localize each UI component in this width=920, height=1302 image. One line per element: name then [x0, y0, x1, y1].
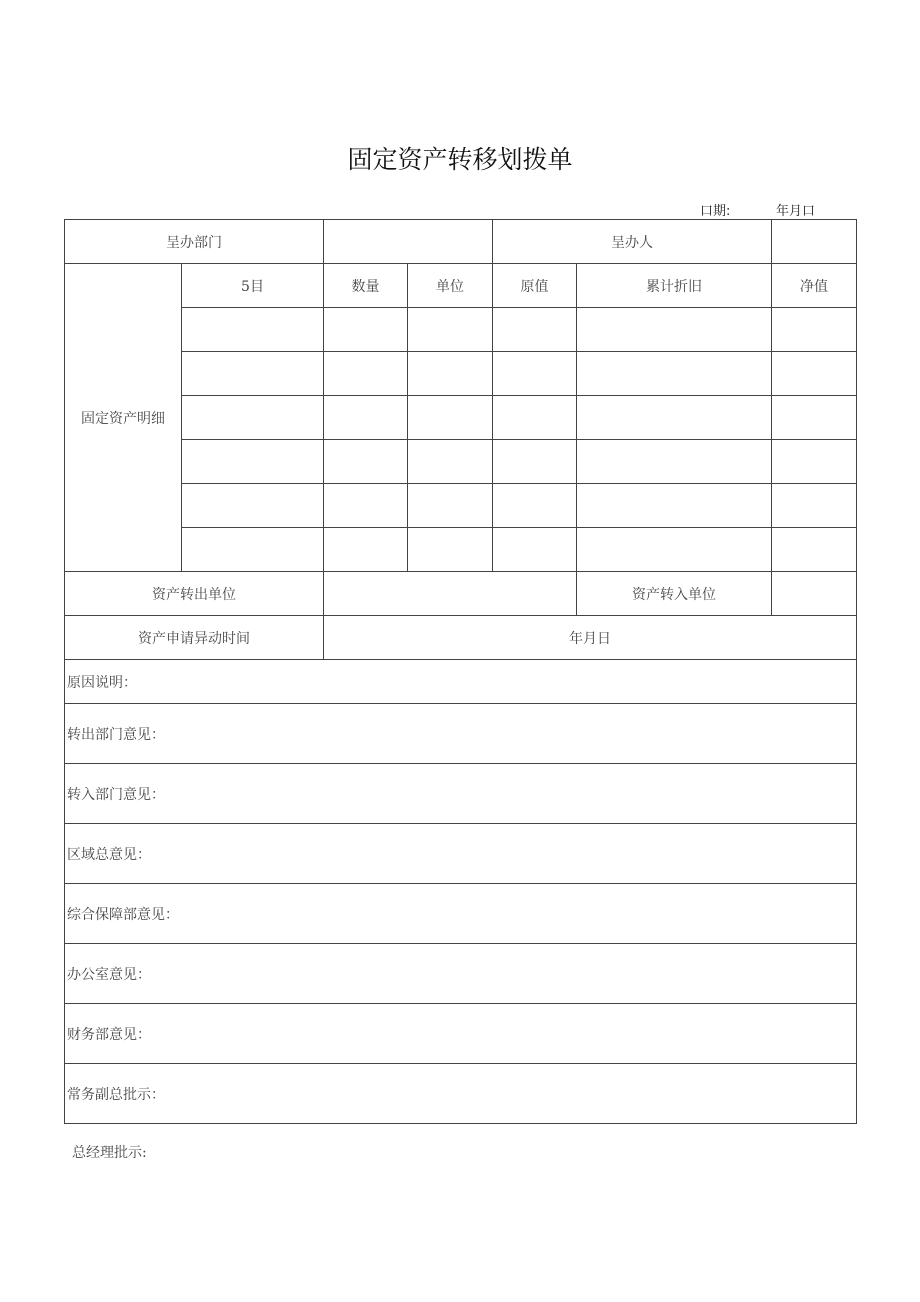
detail-cell[interactable]: [182, 396, 324, 440]
dept-value[interactable]: [324, 220, 493, 264]
detail-cell[interactable]: [493, 308, 577, 352]
col-header-net-value: 净值: [772, 264, 857, 308]
detail-cell[interactable]: [324, 352, 408, 396]
transfer-form-table: [64, 219, 857, 1124]
detail-cell[interactable]: [772, 528, 857, 572]
detail-cell[interactable]: [493, 352, 577, 396]
form-title: 固定资产转移划拨单: [347, 145, 573, 174]
reason-field[interactable]: 原因说明：: [65, 660, 857, 704]
detail-cell[interactable]: [408, 396, 493, 440]
table-row: [65, 308, 857, 352]
detail-cell[interactable]: [324, 484, 408, 528]
opinion-office[interactable]: 办公室意见：: [65, 944, 857, 1004]
change-time-value[interactable]: 年月日: [324, 616, 857, 660]
detail-cell[interactable]: [577, 396, 772, 440]
detail-cell[interactable]: [577, 528, 772, 572]
detail-cell[interactable]: [772, 308, 857, 352]
col-header-quantity: 数量: [324, 264, 408, 308]
opinion-regional-head[interactable]: 区域总意见：: [65, 824, 857, 884]
change-time-label: 资产申请异动时间: [65, 616, 324, 660]
detail-cell[interactable]: [772, 396, 857, 440]
person-label: 呈办人: [493, 220, 772, 264]
person-value[interactable]: [772, 220, 857, 264]
date-value: 年月口: [776, 204, 816, 219]
opinion-transfer-in-dept[interactable]: 转入部门意见：: [65, 764, 857, 824]
col-header-item: 5目: [182, 264, 324, 308]
table-row: [65, 396, 857, 440]
detail-cell[interactable]: [182, 528, 324, 572]
detail-cell[interactable]: [772, 440, 857, 484]
transfer-out-value[interactable]: [324, 572, 577, 616]
transfer-in-label: 资产转入单位: [577, 572, 772, 616]
table-row: [65, 528, 857, 572]
col-header-original-value: 原值: [493, 264, 577, 308]
approval-executive-vp[interactable]: 常务副总批示：: [65, 1064, 857, 1124]
detail-cell[interactable]: [408, 440, 493, 484]
general-manager-approval-label: 总经理批示:: [72, 1145, 147, 1161]
detail-cell[interactable]: [408, 352, 493, 396]
col-header-depreciation: 累计折旧: [577, 264, 772, 308]
dept-label: 呈办部门: [65, 220, 324, 264]
table-row: [65, 484, 857, 528]
detail-cell[interactable]: [408, 484, 493, 528]
detail-cell[interactable]: [493, 484, 577, 528]
detail-cell[interactable]: [493, 396, 577, 440]
table-row: [65, 352, 857, 396]
detail-cell[interactable]: [493, 440, 577, 484]
detail-cell[interactable]: [577, 352, 772, 396]
detail-cell[interactable]: [324, 440, 408, 484]
detail-cell[interactable]: [182, 352, 324, 396]
opinion-finance-dept[interactable]: 财务部意见：: [65, 1004, 857, 1064]
detail-cell[interactable]: [772, 484, 857, 528]
detail-cell[interactable]: [324, 396, 408, 440]
detail-cell[interactable]: [577, 484, 772, 528]
date-row: [700, 200, 860, 220]
detail-cell[interactable]: [182, 308, 324, 352]
transfer-in-value[interactable]: [772, 572, 857, 616]
details-section-label: 固定资产明细: [65, 264, 182, 572]
date-label: 口期:: [700, 204, 731, 219]
opinion-transfer-out-dept[interactable]: 转出部门意见：: [65, 704, 857, 764]
detail-cell[interactable]: [772, 352, 857, 396]
opinion-general-support-dept[interactable]: 综合保障部意见：: [65, 884, 857, 944]
detail-cell[interactable]: [324, 528, 408, 572]
detail-cell[interactable]: [182, 484, 324, 528]
detail-cell[interactable]: [408, 308, 493, 352]
col-header-unit: 单位: [408, 264, 493, 308]
detail-cell[interactable]: [324, 308, 408, 352]
detail-cell[interactable]: [182, 440, 324, 484]
detail-cell[interactable]: [577, 308, 772, 352]
detail-cell[interactable]: [577, 440, 772, 484]
detail-cell[interactable]: [493, 528, 577, 572]
transfer-out-label: 资产转出单位: [65, 572, 324, 616]
table-row: [65, 440, 857, 484]
detail-cell[interactable]: [408, 528, 493, 572]
